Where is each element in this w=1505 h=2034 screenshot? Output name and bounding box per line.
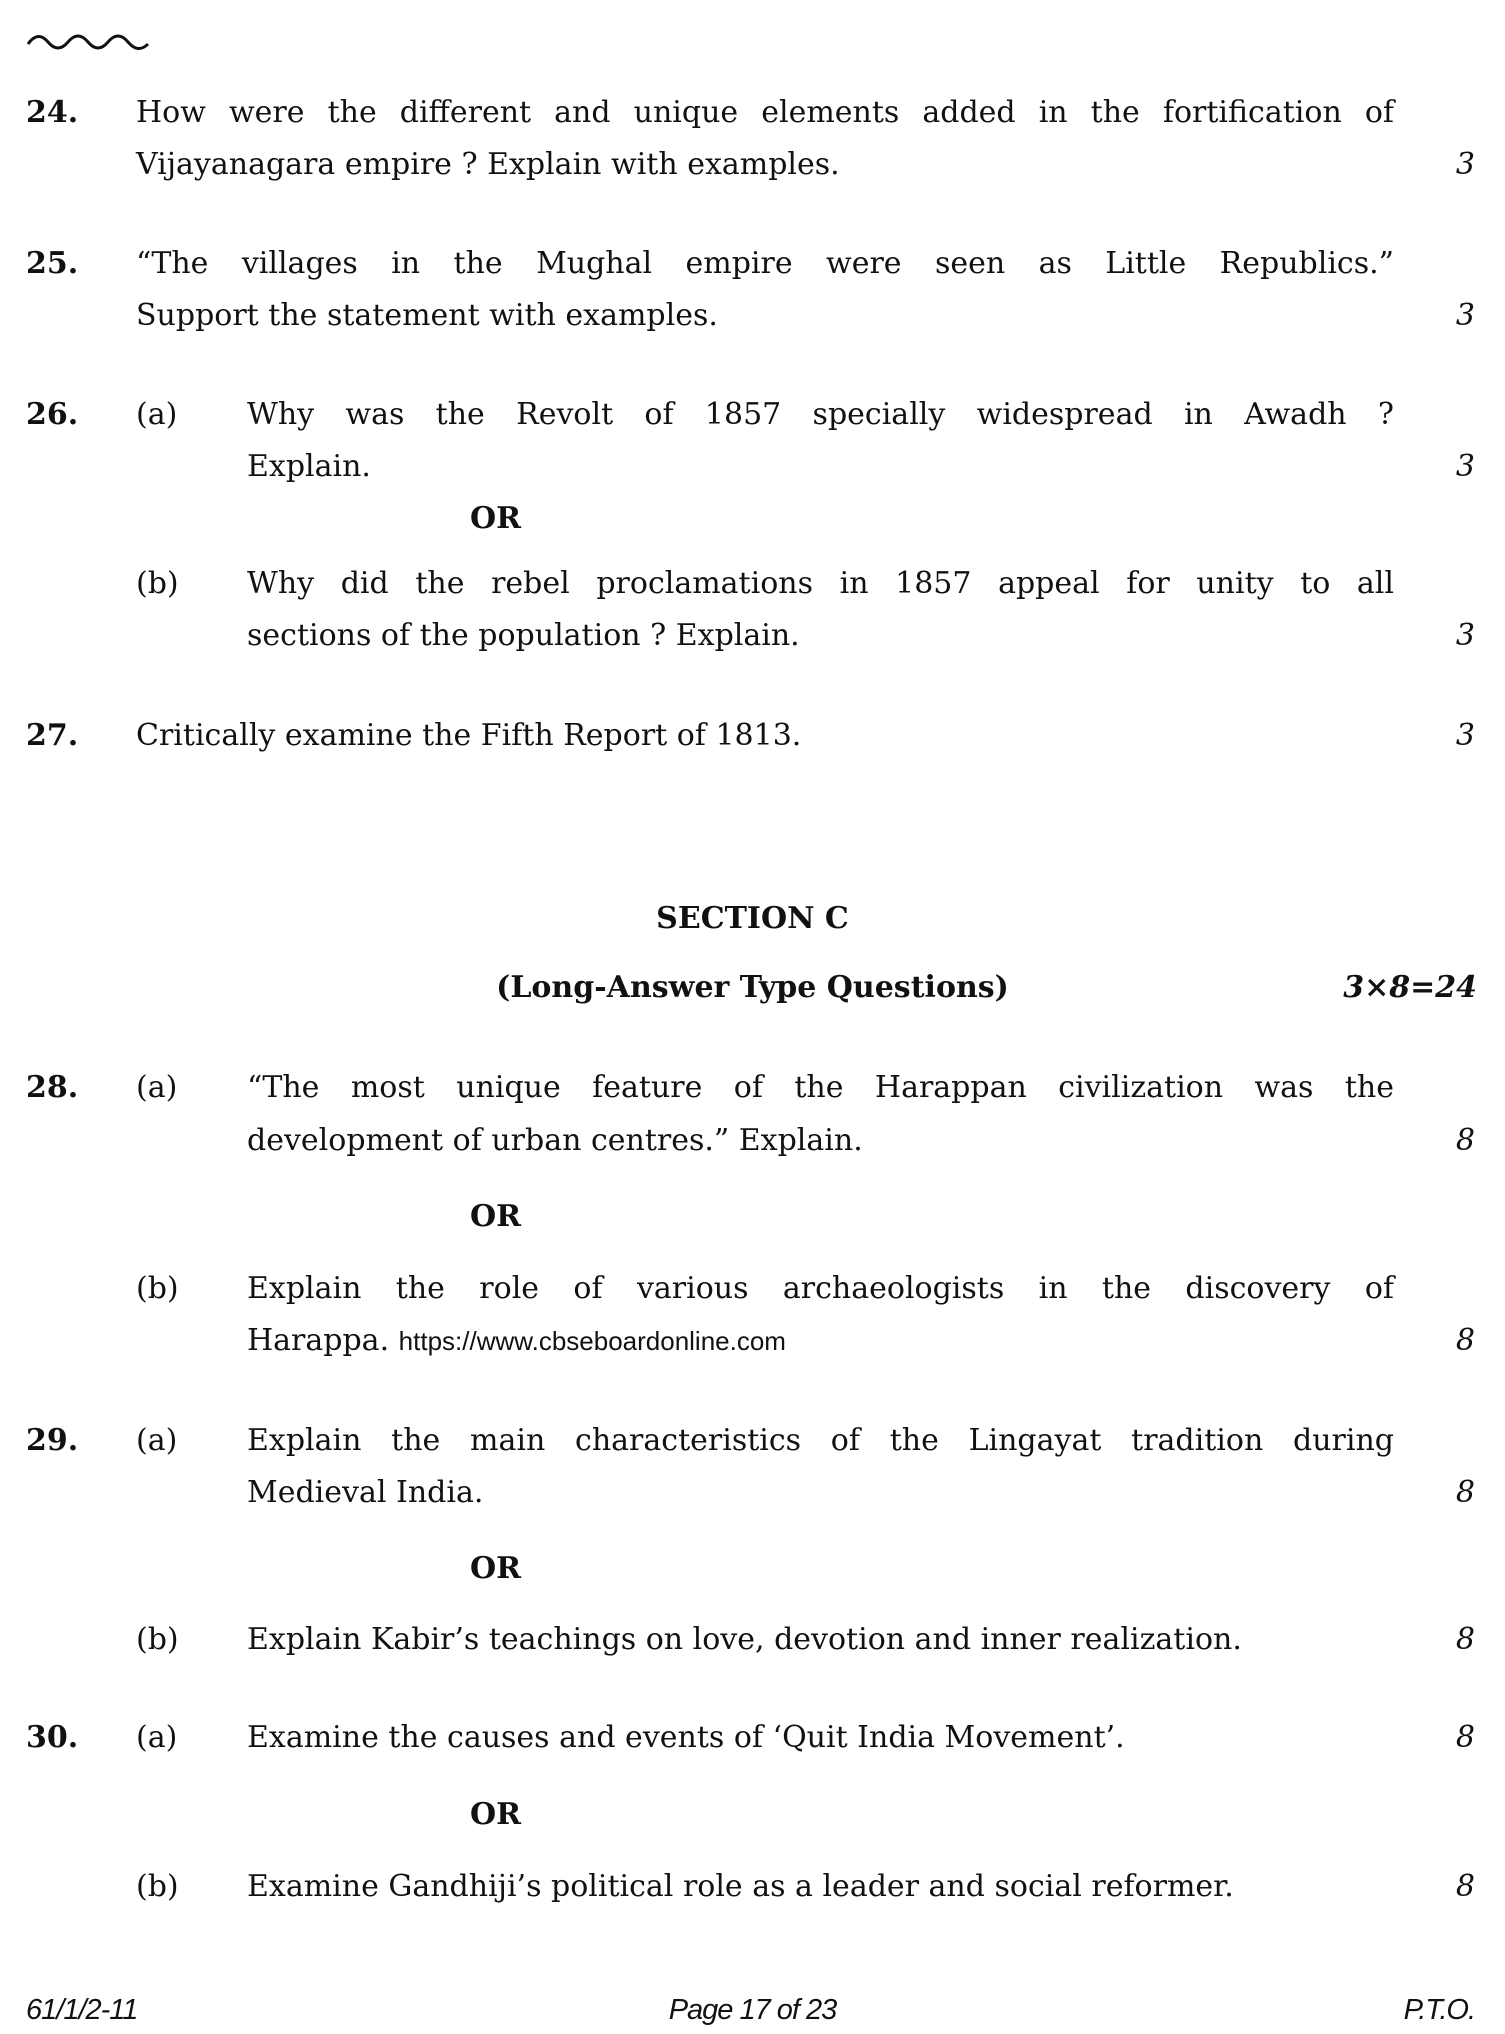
option-label: (a) <box>136 1423 178 1458</box>
question-marks: 8 <box>1455 1869 1475 1904</box>
option-label: (b) <box>136 566 179 601</box>
question-text: Explain the main characteristics of the Lingayat tradition during <box>247 1423 1394 1458</box>
question-text: Explain. <box>247 449 371 484</box>
question-text: Medieval India. <box>247 1475 484 1510</box>
question-number: 28. <box>26 1070 79 1105</box>
question-text <box>247 1321 1394 1361</box>
or-label: OR <box>470 1797 522 1832</box>
option-label: (b) <box>136 1271 179 1306</box>
question-number: 27. <box>26 718 79 753</box>
question-text: “The most unique feature of the Harappan civilization was the <box>247 1070 1394 1105</box>
watermark-url: https://www.cbseboardonline.com <box>398 1326 786 1356</box>
or-label: OR <box>470 1199 522 1234</box>
question-marks: 8 <box>1455 1475 1475 1510</box>
question-text: Explain the role of various archaeologists in the discovery of <box>247 1271 1394 1306</box>
question-marks: 3 <box>1455 618 1475 653</box>
wave-icon <box>26 30 156 54</box>
question-text: Why was the Revolt of 1857 specially widespread in Awadh ? <box>247 397 1394 432</box>
question-text-line: Harappa. <box>247 1323 390 1358</box>
question-text: Critically examine the Fifth Report of 1813. <box>136 718 802 753</box>
question-marks: 8 <box>1455 1720 1475 1755</box>
question-marks: 3 <box>1455 718 1475 753</box>
or-label: OR <box>470 501 522 536</box>
option-label: (a) <box>136 1070 178 1105</box>
question-marks: 8 <box>1455 1323 1475 1358</box>
page-number: Page 17 of 23 <box>668 1994 837 2026</box>
option-label: (a) <box>136 397 178 432</box>
question-text: development of urban centres.” Explain. <box>247 1123 863 1158</box>
question-number: 30. <box>26 1720 79 1755</box>
section-title: SECTION C <box>656 901 849 936</box>
question-text: “The villages in the Mughal empire were seen as Little Republics.” <box>136 246 1394 281</box>
option-label: (b) <box>136 1622 179 1657</box>
pto-label: P.T.O. <box>1403 1994 1475 2026</box>
question-number: 29. <box>26 1423 79 1458</box>
section-marks: 3×8=24 <box>1343 970 1477 1005</box>
question-text: Examine the causes and events of ‘Quit India Movement’. <box>247 1720 1125 1755</box>
question-marks: 3 <box>1455 449 1475 484</box>
question-text: sections of the population ? Explain. <box>247 618 800 653</box>
question-marks: 3 <box>1455 147 1475 182</box>
question-text: Vijayanagara empire ? Explain with examples. <box>136 147 840 182</box>
question-text: Explain Kabir’s teachings on love, devotion and inner realization. <box>247 1622 1242 1657</box>
question-number: 26. <box>26 397 79 432</box>
section-subtitle: (Long-Answer Type Questions) <box>496 970 1009 1005</box>
option-label: (b) <box>136 1869 179 1904</box>
question-text: Why did the rebel proclamations in 1857 appeal for unity to all <box>247 566 1394 601</box>
or-label: OR <box>470 1551 522 1586</box>
question-marks: 8 <box>1455 1123 1475 1158</box>
question-number: 25. <box>26 246 79 281</box>
question-text: Examine Gandhiji’s political role as a leader and social reformer. <box>247 1869 1234 1904</box>
question-marks: 3 <box>1455 298 1475 333</box>
option-label: (a) <box>136 1720 178 1755</box>
paper-code: 61/1/2-11 <box>26 1994 138 2026</box>
question-number: 24. <box>26 95 79 130</box>
question-marks: 8 <box>1455 1622 1475 1657</box>
question-text: Support the statement with examples. <box>136 298 718 333</box>
question-text: How were the different and unique elements added in the fortification of <box>136 95 1394 130</box>
